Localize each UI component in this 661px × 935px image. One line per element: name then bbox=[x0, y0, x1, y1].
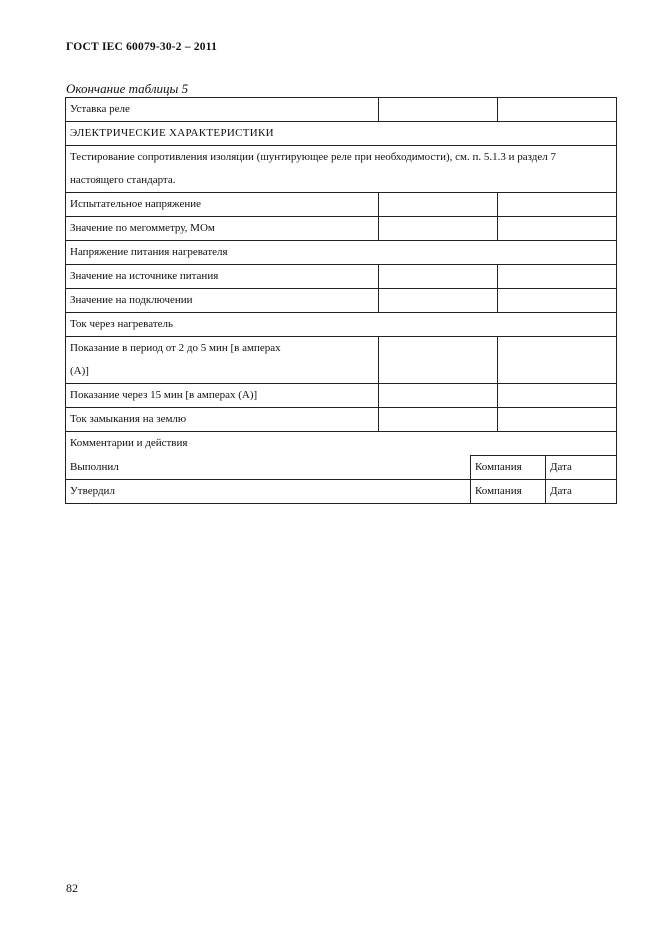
table-row bbox=[66, 432, 617, 456]
table-row bbox=[66, 122, 617, 146]
value-cell[interactable] bbox=[498, 217, 617, 241]
page-number: 82 bbox=[66, 881, 78, 895]
section-heading-supply-voltage: Напряжение питания нагревателя bbox=[66, 241, 617, 265]
inspection-table bbox=[65, 97, 617, 504]
label-ground-fault-current: Ток замыкания на землю bbox=[66, 408, 379, 432]
label-test-voltage: Испытательное напряжение bbox=[66, 193, 379, 217]
label-date: Дата bbox=[546, 480, 617, 504]
value-cell[interactable] bbox=[379, 384, 498, 408]
table-row bbox=[66, 480, 617, 504]
label-reading-15-min: Показание через 15 мин [в амперах (А)] bbox=[66, 384, 379, 408]
value-cell[interactable] bbox=[498, 408, 617, 432]
value-cell[interactable] bbox=[379, 193, 498, 217]
table-row bbox=[66, 313, 617, 337]
label-comments: Комментарии и действия bbox=[66, 432, 617, 456]
value-cell[interactable] bbox=[379, 337, 498, 384]
value-cell[interactable] bbox=[498, 98, 617, 122]
label-performed-by: Выполнил bbox=[66, 456, 471, 480]
table-caption: Окончание таблицы 5 bbox=[66, 81, 189, 96]
value-cell[interactable] bbox=[379, 289, 498, 313]
label-date: Дата bbox=[546, 456, 617, 480]
document-header: ГОСТ IEC 60079-30-2 – 2011 bbox=[66, 41, 218, 53]
value-cell[interactable] bbox=[379, 217, 498, 241]
value-cell[interactable] bbox=[498, 384, 617, 408]
label-approved-by: Утвердил bbox=[66, 480, 471, 504]
table-row bbox=[66, 408, 617, 432]
table-row bbox=[66, 241, 617, 265]
table-row bbox=[66, 265, 617, 289]
value-cell[interactable] bbox=[498, 265, 617, 289]
label-supply-value: Значение на источнике питания bbox=[66, 265, 379, 289]
section-heading-heater-current: Ток через нагреватель bbox=[66, 313, 617, 337]
value-cell[interactable] bbox=[498, 337, 617, 384]
table-row bbox=[66, 217, 617, 241]
table-row bbox=[66, 146, 617, 193]
value-cell[interactable] bbox=[379, 265, 498, 289]
table-row bbox=[66, 456, 617, 480]
table-row bbox=[66, 98, 617, 122]
label-company: Компания bbox=[471, 456, 546, 480]
label-relay-setting: Уставка реле bbox=[66, 98, 379, 122]
table-row bbox=[66, 384, 617, 408]
label-connection-value: Значение на подключении bbox=[66, 289, 379, 313]
section-heading-electrical: ЭЛЕКТРИЧЕСКИЕ ХАРАКТЕРИСТИКИ bbox=[66, 122, 617, 146]
label-insulation-test: Тестирование сопротивления изоляции (шунтирующее реле при необходимости), см. п. 5.1.3 и раздел 7 настоящего стандарта. bbox=[66, 146, 617, 193]
table-row bbox=[66, 337, 617, 384]
value-cell[interactable] bbox=[379, 98, 498, 122]
label-megger-value: Значение по мегомметру, МОм bbox=[66, 217, 379, 241]
value-cell[interactable] bbox=[498, 289, 617, 313]
value-cell[interactable] bbox=[379, 408, 498, 432]
value-cell[interactable] bbox=[498, 193, 617, 217]
label-company: Компания bbox=[471, 480, 546, 504]
table-row bbox=[66, 289, 617, 313]
table-row bbox=[66, 193, 617, 217]
label-reading-2-5-min: Показание в период от 2 до 5 мин [в амперах (А)] bbox=[66, 337, 379, 384]
